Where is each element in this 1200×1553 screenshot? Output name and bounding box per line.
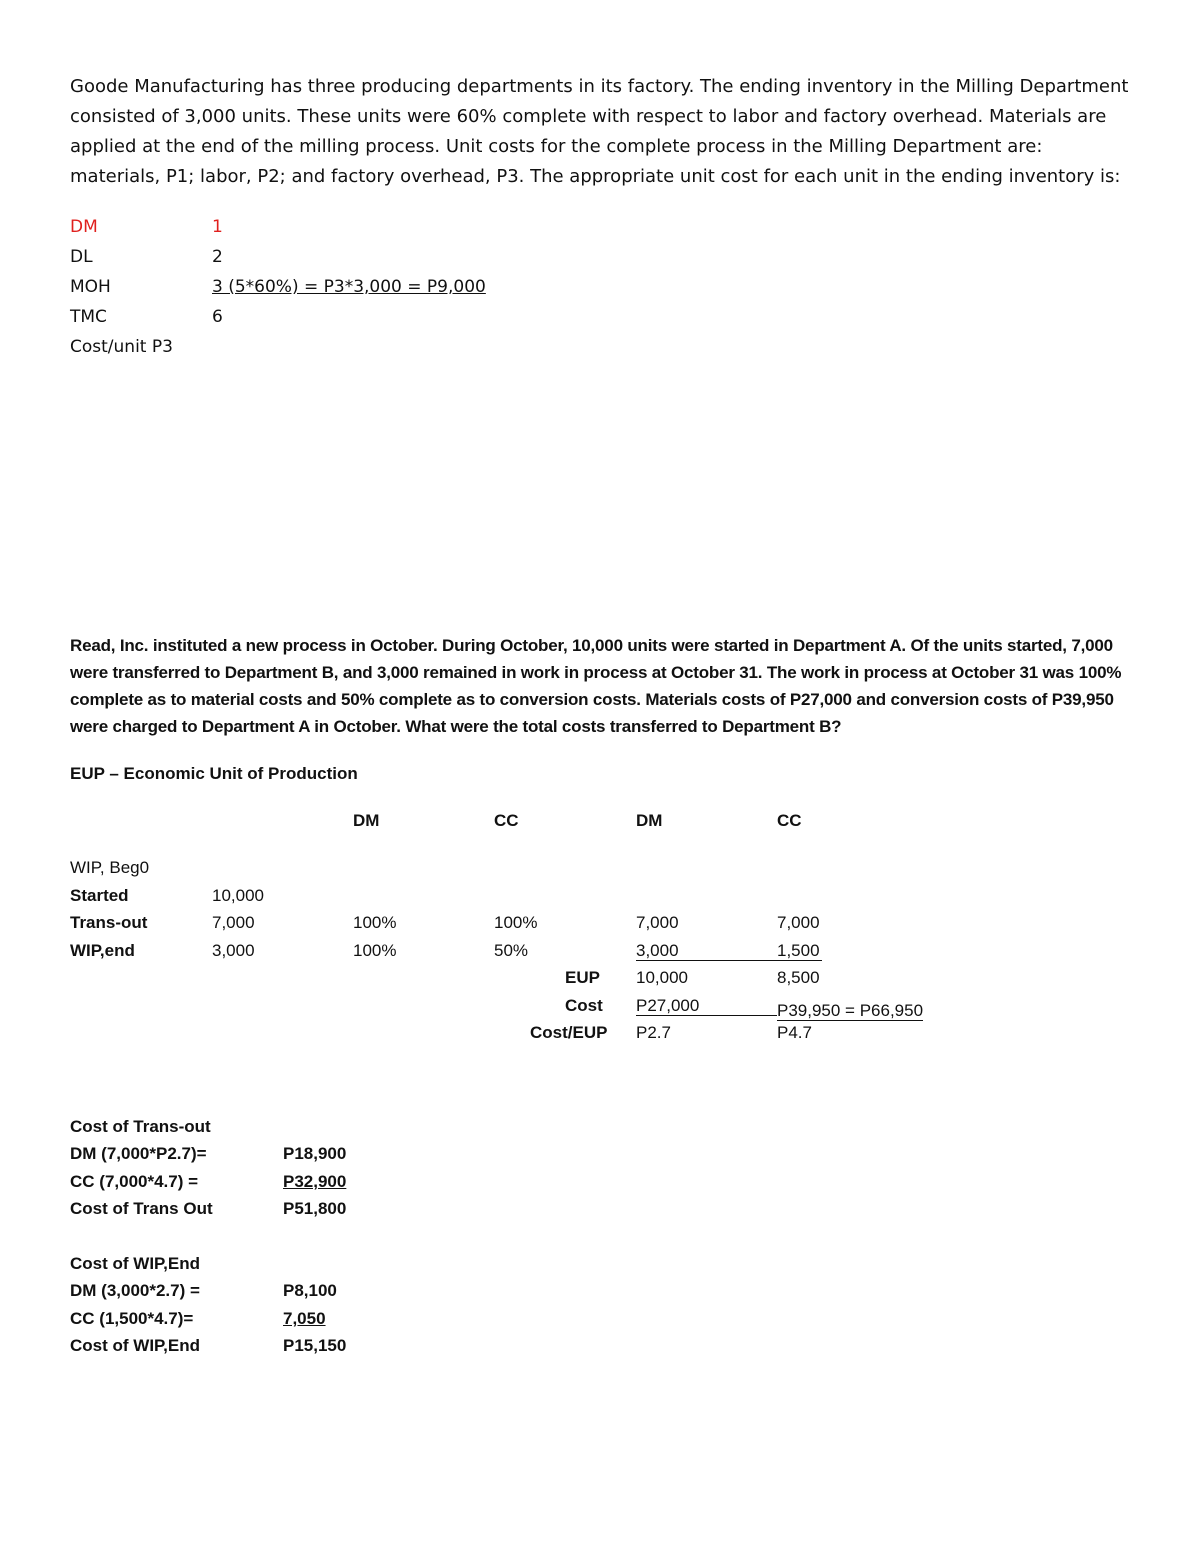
row-value: 2: [212, 247, 223, 267]
units-wip-end: 3,000: [212, 941, 255, 960]
summary-cc-cost-eup: P4.7: [777, 1023, 812, 1042]
wip-end-cc-value: 7,050: [283, 1309, 326, 1328]
wip-end-total-value: P15,150: [283, 1336, 347, 1355]
wip-end-total-label: Cost of WIP,End: [70, 1336, 201, 1355]
row-value: 1: [212, 217, 223, 237]
problem1-paragraph: Goode Manufacturing has three producing departments in its factory. The ending inventory in the Milling Department consisted of 3,000 units. These units were 60% complete with respect to labor and factory overhead. Materials are applied at the end of the milling process. Unit costs for the complete process in the Milling Department are: materials, P1; labor, P2; and factory overhead, P3. The appropriate unit cost for each unit in the ending inventory is:: [70, 76, 1129, 187]
summary-dm-cost: P27,000: [636, 996, 700, 1015]
summary-cc-cost: P39,950 = P66,950: [777, 1001, 924, 1020]
trans-out-dm-value: P18,900: [283, 1144, 347, 1163]
row-label: MOH: [70, 277, 111, 297]
summary-cost-line: [636, 995, 923, 1022]
header-dm-pct: DM: [353, 811, 380, 830]
underline-bar: [636, 940, 822, 961]
problem2-text-block: [70, 632, 1135, 740]
wip-end-title: Cost of WIP,End: [70, 1254, 201, 1273]
pct-cc-trans-out: 100%: [494, 913, 538, 932]
units-trans-out: 7,000: [212, 913, 255, 932]
eup-wip-end-line: [636, 940, 824, 967]
trans-out-total-label: Cost of Trans Out: [70, 1199, 213, 1218]
trans-out-cc-label: CC (7,000*4.7) =: [70, 1172, 199, 1191]
eup-dm-trans-out: 7,000: [636, 913, 679, 932]
trans-out-cc-value: P32,900: [283, 1172, 347, 1191]
row-value: 3 (5*60%) = P3*3,000 = P9,000: [212, 277, 486, 297]
trans-out-dm-label: DM (7,000*P2.7)=: [70, 1144, 207, 1163]
wip-end-dm-value: P8,100: [283, 1281, 337, 1300]
summary-label-cost-eup: Cost/EUP: [530, 1023, 608, 1042]
eup-cc-wip-end: 1,500: [777, 941, 820, 960]
summary-dm-cost-eup: P2.7: [636, 1023, 671, 1042]
row-label: DL: [70, 247, 93, 267]
wip-end-dm-label: DM (3,000*2.7) =: [70, 1281, 200, 1300]
underline-bar: [636, 995, 777, 1016]
pct-cc-wip-end: 50%: [494, 941, 529, 960]
row-label-wip-end: WIP,end: [70, 941, 135, 960]
row-label-started: Started: [70, 886, 129, 905]
row-value: 6: [212, 307, 223, 327]
problem1-text-block: [70, 72, 1130, 192]
problem2-paragraph: Read, Inc. instituted a new process in October. During October, 10,000 units were started in Department A. Of the units started, 7,000 were transferred to Department B, and 3,000 remained in work in process at October 31. The work in process at October 31 was 100% complete as to material costs and 50% complete as to conversion costs. Materials costs of P27,000 and conversion costs of P39,950 were charged to Department A in October. What were the total costs transferred to Department B?: [70, 636, 1122, 736]
row-label: Cost/unit P3: [70, 337, 173, 357]
row-label: DM: [70, 217, 98, 237]
header-cc-eup: CC: [777, 811, 802, 830]
wip-end-cc-label: CC (1,500*4.7)=: [70, 1309, 194, 1328]
eup-heading: EUP – Economic Unit of Production: [70, 764, 358, 783]
eup-cc-trans-out: 7,000: [777, 913, 820, 932]
row-label-wip-beg: WIP, Beg0: [70, 858, 150, 877]
units-started: 10,000: [212, 886, 264, 905]
summary-cc-eup: 8,500: [777, 968, 820, 987]
eup-dm-wip-end: 3,000: [636, 941, 679, 960]
row-label: TMC: [70, 307, 107, 327]
pct-dm-wip-end: 100%: [353, 941, 397, 960]
header-cc-pct: CC: [494, 811, 519, 830]
row-label-trans-out: Trans-out: [70, 913, 148, 932]
header-dm-eup: DM: [636, 811, 663, 830]
trans-out-total-value: P51,800: [283, 1199, 347, 1218]
pct-dm-trans-out: 100%: [353, 913, 397, 932]
summary-label-cost: Cost: [565, 996, 603, 1015]
trans-out-title: Cost of Trans-out: [70, 1117, 211, 1136]
summary-dm-eup: 10,000: [636, 968, 688, 987]
summary-label-eup: EUP: [565, 968, 600, 987]
